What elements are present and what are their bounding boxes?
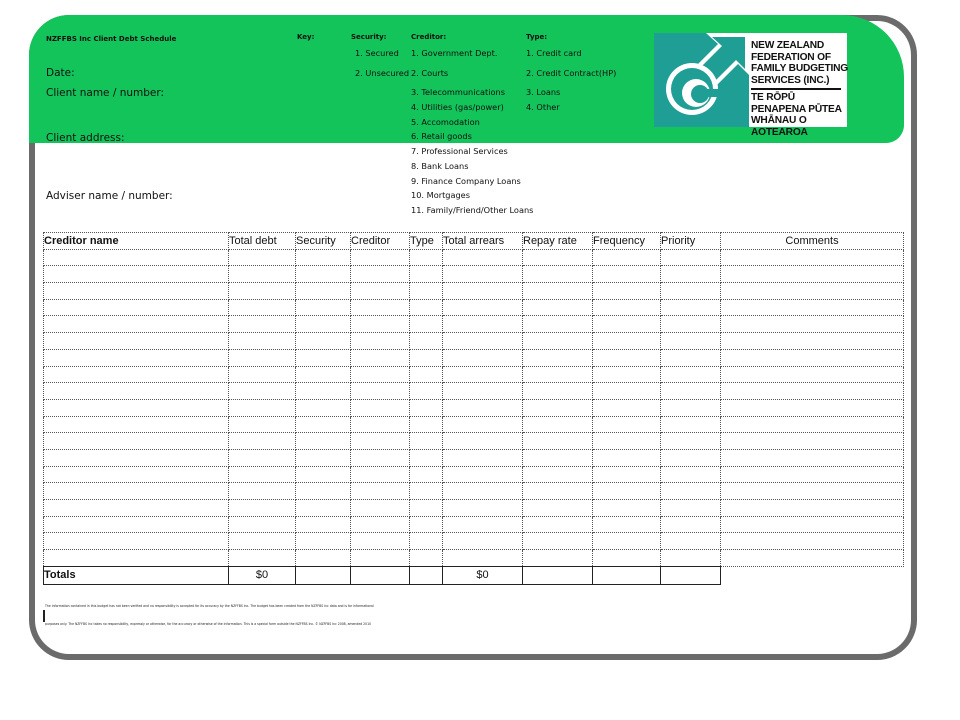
creditor-item-5: 5. Accomodation	[411, 117, 480, 127]
table-cell[interactable]	[593, 533, 661, 550]
table-cell[interactable]	[443, 399, 523, 416]
table-cell[interactable]	[661, 349, 721, 366]
table-cell[interactable]	[721, 550, 904, 567]
table-cell[interactable]	[443, 299, 523, 316]
table-cell[interactable]	[351, 249, 410, 266]
security-heading: Security:	[351, 33, 387, 41]
table-cell[interactable]	[443, 333, 523, 350]
table-cell[interactable]	[523, 466, 593, 483]
totals-type-cell	[410, 566, 443, 584]
table-cell[interactable]	[44, 516, 229, 533]
table-cell[interactable]	[229, 383, 296, 400]
table-cell[interactable]	[229, 299, 296, 316]
table-cell[interactable]	[593, 433, 661, 450]
table-cell[interactable]	[593, 466, 661, 483]
table-cell[interactable]	[661, 316, 721, 333]
table-row	[44, 550, 904, 567]
table-cell[interactable]	[351, 500, 410, 517]
key-label: Key:	[297, 33, 315, 41]
table-cell[interactable]	[661, 449, 721, 466]
table-cell[interactable]	[351, 349, 410, 366]
table-cell[interactable]	[296, 416, 351, 433]
table-cell[interactable]	[410, 433, 443, 450]
table-cell[interactable]	[721, 383, 904, 400]
table-cell[interactable]	[351, 283, 410, 300]
table-cell[interactable]	[661, 383, 721, 400]
table-cell[interactable]	[296, 249, 351, 266]
table-cell[interactable]	[523, 516, 593, 533]
table-cell[interactable]	[721, 516, 904, 533]
table-cell[interactable]	[229, 516, 296, 533]
type-heading: Type:	[526, 33, 548, 41]
nzffbs-logo	[654, 33, 848, 138]
totals-total-debt: $0	[229, 566, 296, 584]
type-item-2: 2. Credit Contract(HP)	[526, 68, 617, 78]
table-cell[interactable]	[721, 466, 904, 483]
table-cell[interactable]	[44, 433, 229, 450]
creditor-item-7: 7. Professional Services	[411, 146, 508, 156]
table-cell[interactable]	[351, 516, 410, 533]
table-cell[interactable]	[351, 416, 410, 433]
table-cell[interactable]	[523, 349, 593, 366]
table-row	[44, 399, 904, 416]
table-cell[interactable]	[593, 366, 661, 383]
table-cell[interactable]	[721, 416, 904, 433]
table-cell[interactable]	[410, 383, 443, 400]
table-cell[interactable]	[523, 316, 593, 333]
table-cell[interactable]	[443, 366, 523, 383]
table-cell[interactable]	[593, 399, 661, 416]
table-cell[interactable]	[523, 416, 593, 433]
table-cell[interactable]	[44, 366, 229, 383]
col-frequency: Frequency	[593, 233, 661, 250]
table-cell[interactable]	[351, 266, 410, 283]
table-cell[interactable]	[229, 550, 296, 567]
table-cell[interactable]	[410, 533, 443, 550]
table-cell[interactable]	[443, 249, 523, 266]
table-cell[interactable]	[296, 316, 351, 333]
table-cell[interactable]	[229, 433, 296, 450]
table-cell[interactable]	[351, 399, 410, 416]
table-cell[interactable]	[229, 399, 296, 416]
table-cell[interactable]	[661, 433, 721, 450]
table-cell[interactable]	[229, 316, 296, 333]
table-cell[interactable]	[229, 266, 296, 283]
table-cell[interactable]	[296, 333, 351, 350]
col-total-arrears: Total arrears	[443, 233, 523, 250]
table-cell[interactable]	[523, 266, 593, 283]
table-cell[interactable]	[410, 500, 443, 517]
table-cell[interactable]	[661, 249, 721, 266]
table-cell[interactable]	[721, 533, 904, 550]
table-row	[44, 266, 904, 283]
table-cell[interactable]	[296, 266, 351, 283]
logo-line-3: TE RŌPŪ PENAPENA PŪTEA	[751, 92, 842, 115]
table-cell[interactable]	[593, 283, 661, 300]
table-cell[interactable]	[410, 399, 443, 416]
table-cell[interactable]	[410, 266, 443, 283]
table-cell[interactable]	[351, 366, 410, 383]
table-cell[interactable]	[661, 533, 721, 550]
table-cell[interactable]	[44, 550, 229, 567]
table-cell[interactable]	[721, 449, 904, 466]
totals-total-arrears: $0	[443, 566, 523, 584]
table-cell[interactable]	[229, 500, 296, 517]
table-cell[interactable]	[593, 266, 661, 283]
table-row	[44, 449, 904, 466]
creditor-heading: Creditor:	[411, 33, 447, 41]
table-cell[interactable]	[661, 399, 721, 416]
col-repay-rate: Repay rate	[523, 233, 593, 250]
table-cell[interactable]	[351, 449, 410, 466]
table-cell[interactable]	[410, 449, 443, 466]
table-row	[44, 299, 904, 316]
table-cell[interactable]	[523, 483, 593, 500]
table-row	[44, 316, 904, 333]
table-cell[interactable]	[593, 449, 661, 466]
table-cell[interactable]	[410, 283, 443, 300]
table-cell[interactable]	[296, 516, 351, 533]
type-item-4: 4. Other	[526, 102, 560, 112]
table-cell[interactable]	[229, 449, 296, 466]
table-row	[44, 366, 904, 383]
table-cell[interactable]	[661, 466, 721, 483]
table-cell[interactable]	[523, 383, 593, 400]
table-cell[interactable]	[523, 550, 593, 567]
table-cell[interactable]	[410, 366, 443, 383]
table-cell[interactable]	[410, 316, 443, 333]
table-cell[interactable]	[44, 249, 229, 266]
table-cell[interactable]	[351, 383, 410, 400]
totals-creditor-cell	[351, 566, 410, 584]
table-cell[interactable]	[593, 316, 661, 333]
table-cell[interactable]	[296, 366, 351, 383]
table-cell[interactable]	[661, 550, 721, 567]
creditor-item-2: 2. Courts	[411, 68, 449, 78]
table-cell[interactable]	[410, 466, 443, 483]
table-cell[interactable]	[296, 283, 351, 300]
table-cell[interactable]	[523, 399, 593, 416]
totals-priority-cell	[661, 566, 721, 584]
table-cell[interactable]	[229, 249, 296, 266]
client-name-label: Client name / number:	[46, 87, 165, 99]
table-cell[interactable]	[443, 383, 523, 400]
table-cell[interactable]	[593, 550, 661, 567]
table-cell[interactable]	[443, 516, 523, 533]
table-cell[interactable]	[661, 266, 721, 283]
table-cell[interactable]	[721, 299, 904, 316]
table-cell[interactable]	[229, 416, 296, 433]
table-row	[44, 383, 904, 400]
table-cell[interactable]	[593, 249, 661, 266]
table-cell[interactable]	[443, 500, 523, 517]
creditor-item-3: 3. Telecommunications	[411, 87, 505, 97]
table-cell[interactable]	[661, 299, 721, 316]
table-cell[interactable]	[296, 483, 351, 500]
totals-row	[44, 566, 904, 584]
table-row	[44, 416, 904, 433]
col-priority: Priority	[661, 233, 721, 250]
table-cell[interactable]	[443, 283, 523, 300]
table-cell[interactable]	[44, 449, 229, 466]
disclaimer-line-1: The information contained in this budget has not been verified and no responsibility is accepted for its accuracy by the NZFFBS Inc. The budget has been created from the NZFFBS Inc data and is for informational	[45, 604, 374, 608]
koru-arrow-icon	[654, 33, 749, 127]
table-row	[44, 249, 904, 266]
table-cell[interactable]	[351, 483, 410, 500]
logo-line-1: NEW ZEALAND FEDERATION OF	[751, 40, 831, 63]
table-cell[interactable]	[44, 299, 229, 316]
table-cell[interactable]	[593, 299, 661, 316]
creditor-item-1: 1. Government Dept.	[411, 48, 498, 58]
table-cell[interactable]	[296, 449, 351, 466]
creditor-item-6: 6. Retail goods	[411, 131, 472, 141]
table-cell[interactable]	[523, 249, 593, 266]
table-header-row	[44, 233, 904, 250]
totals-label: Totals	[44, 566, 229, 584]
table-cell[interactable]	[229, 466, 296, 483]
table-cell[interactable]	[44, 533, 229, 550]
col-security: Security	[296, 233, 351, 250]
logo-line-4: WHĀNAU O AOTEAROA	[751, 115, 808, 138]
col-creditor: Creditor	[351, 233, 410, 250]
table-cell[interactable]	[661, 333, 721, 350]
table-cell[interactable]	[44, 266, 229, 283]
debt-schedule-table	[43, 232, 904, 585]
table-cell[interactable]	[721, 249, 904, 266]
table-cell[interactable]	[44, 283, 229, 300]
table-cell[interactable]	[296, 466, 351, 483]
table-cell[interactable]	[593, 416, 661, 433]
table-cell[interactable]	[44, 416, 229, 433]
table-cell[interactable]	[44, 483, 229, 500]
col-type: Type	[410, 233, 443, 250]
creditor-item-4: 4. Utilities (gas/power)	[411, 102, 504, 112]
table-cell[interactable]	[661, 483, 721, 500]
table-cell[interactable]	[443, 433, 523, 450]
table-cell[interactable]	[523, 299, 593, 316]
table-row	[44, 500, 904, 517]
table-cell[interactable]	[721, 500, 904, 517]
table-cell[interactable]	[44, 500, 229, 517]
table-cell[interactable]	[44, 349, 229, 366]
table-cell[interactable]	[351, 533, 410, 550]
table-cell[interactable]	[351, 550, 410, 567]
table-cell[interactable]	[523, 449, 593, 466]
table-cell[interactable]	[410, 349, 443, 366]
table-row	[44, 433, 904, 450]
table-cell[interactable]	[443, 349, 523, 366]
table-cell[interactable]	[351, 333, 410, 350]
table-cell[interactable]	[443, 533, 523, 550]
table-cell[interactable]	[593, 349, 661, 366]
totals-security-cell	[296, 566, 351, 584]
table-cell[interactable]	[721, 483, 904, 500]
type-item-3: 3. Loans	[526, 87, 561, 97]
table-cell[interactable]	[296, 383, 351, 400]
creditor-item-11: 11. Family/Friend/Other Loans	[411, 205, 534, 215]
table-row	[44, 533, 904, 550]
table-cell[interactable]	[523, 333, 593, 350]
table-row	[44, 466, 904, 483]
table-body	[44, 249, 904, 566]
logo-divider	[751, 88, 841, 90]
col-comments: Comments	[721, 233, 904, 250]
table-cell[interactable]	[229, 349, 296, 366]
table-cell[interactable]	[229, 483, 296, 500]
table-cell[interactable]	[296, 533, 351, 550]
table-cell[interactable]	[661, 500, 721, 517]
table-cell[interactable]	[410, 299, 443, 316]
table-cell[interactable]	[296, 299, 351, 316]
table-cell[interactable]	[523, 366, 593, 383]
table-cell[interactable]	[523, 283, 593, 300]
table-cell[interactable]	[410, 550, 443, 567]
table-cell[interactable]	[443, 416, 523, 433]
table-cell[interactable]	[593, 333, 661, 350]
table-cell[interactable]	[593, 383, 661, 400]
creditor-item-8: 8. Bank Loans	[411, 161, 469, 171]
totals-frequency-cell	[593, 566, 661, 584]
table-cell[interactable]	[443, 266, 523, 283]
logo-wordmark	[751, 40, 849, 138]
table-cell[interactable]	[229, 333, 296, 350]
table-cell[interactable]	[44, 333, 229, 350]
table-cell[interactable]	[351, 316, 410, 333]
table-cell[interactable]	[296, 550, 351, 567]
adviser-label: Adviser name / number:	[46, 190, 173, 202]
table-cell[interactable]	[443, 466, 523, 483]
table-cell[interactable]	[443, 483, 523, 500]
totals-repay-rate-cell	[523, 566, 593, 584]
table-cell[interactable]	[296, 500, 351, 517]
client-address-label: Client address:	[46, 132, 125, 144]
table-row	[44, 283, 904, 300]
table-cell[interactable]	[229, 283, 296, 300]
disclaimer-line-2: purposes only. The NZFFBS Inc takes no responsibility, expressly or otherwise, for the accuracy or otherwise of the information. This is a special form outside the NZFFBS Inc. © NZFFBS Inc 2008, amended 2010	[45, 622, 372, 626]
table-cell[interactable]	[443, 550, 523, 567]
table-cell[interactable]	[410, 483, 443, 500]
creditor-item-9: 9. Finance Company Loans	[411, 176, 521, 186]
table-row	[44, 516, 904, 533]
date-label: Date:	[46, 67, 75, 79]
table-cell[interactable]	[661, 416, 721, 433]
table-cell[interactable]	[44, 383, 229, 400]
table-cell[interactable]	[661, 516, 721, 533]
table-cell[interactable]	[443, 449, 523, 466]
table-cell[interactable]	[44, 466, 229, 483]
table-cell[interactable]	[410, 416, 443, 433]
table-cell[interactable]	[721, 316, 904, 333]
footer-marker	[43, 610, 45, 622]
table-cell[interactable]	[410, 516, 443, 533]
table-cell[interactable]	[410, 333, 443, 350]
table-cell[interactable]	[229, 366, 296, 383]
table-cell[interactable]	[296, 433, 351, 450]
table-cell[interactable]	[523, 500, 593, 517]
table-cell[interactable]	[296, 399, 351, 416]
table-cell[interactable]	[296, 349, 351, 366]
col-total-debt: Total debt	[229, 233, 296, 250]
table-cell[interactable]	[229, 533, 296, 550]
table-cell[interactable]	[351, 466, 410, 483]
table-cell[interactable]	[44, 399, 229, 416]
table-row	[44, 349, 904, 366]
table-row	[44, 333, 904, 350]
type-item-1: 1. Credit card	[526, 48, 582, 58]
table-cell[interactable]	[593, 483, 661, 500]
table-cell[interactable]	[593, 516, 661, 533]
creditor-item-10: 10. Mortgages	[411, 190, 470, 200]
table-cell[interactable]	[593, 500, 661, 517]
table-cell[interactable]	[721, 399, 904, 416]
table-cell[interactable]	[661, 366, 721, 383]
table-cell[interactable]	[351, 433, 410, 450]
security-item-1: 1. Secured	[355, 48, 399, 58]
document-title: NZFFBS Inc Client Debt Schedule	[46, 35, 177, 43]
col-creditor-name: Creditor name	[44, 233, 229, 250]
totals-comments-cell	[721, 566, 904, 584]
table-cell[interactable]	[410, 249, 443, 266]
security-item-2: 2. Unsecured	[355, 68, 410, 78]
table-row	[44, 483, 904, 500]
table-cell[interactable]	[721, 283, 904, 300]
table-cell[interactable]	[523, 533, 593, 550]
table-cell[interactable]	[351, 299, 410, 316]
table-cell[interactable]	[721, 433, 904, 450]
table-cell[interactable]	[443, 316, 523, 333]
logo-line-2: FAMILY BUDGETING SERVICES (INC.)	[751, 63, 848, 86]
table-cell[interactable]	[721, 349, 904, 366]
table-cell[interactable]	[721, 366, 904, 383]
table-cell[interactable]	[661, 283, 721, 300]
table-cell[interactable]	[523, 433, 593, 450]
table-cell[interactable]	[44, 316, 229, 333]
table-cell[interactable]	[721, 266, 904, 283]
table-cell[interactable]	[721, 333, 904, 350]
